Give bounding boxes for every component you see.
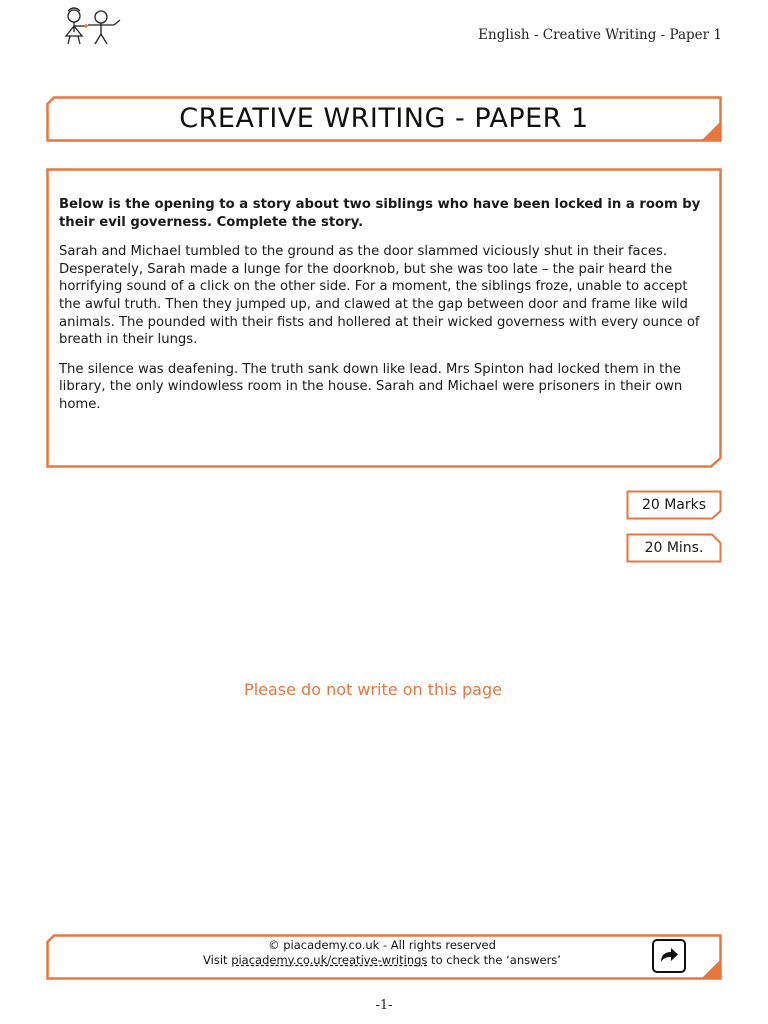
visit-prefix: Visit	[203, 953, 232, 967]
marks-label: 20 Marks	[641, 497, 707, 513]
answers-link[interactable]: piacademy.co.uk/creative-writings	[231, 953, 428, 967]
story-paragraph-1: Sarah and Michael tumbled to the ground as the door slammed viciously shut in their faces. Desperately, Sarah made a lunge for the doorknob, but she was too late – the pair heard the horrifying sound of a click on the other side. For a moment, the siblings froze, unable to accept the awful truth. Then they jumped up, and clawed at the gap between door and frame like wild animals. The pounded with their fists and hollered at their wicked governess with every ounce of breath in their lungs.	[59, 244, 700, 348]
logo	[56, 6, 126, 46]
stick-figures-logo-icon	[56, 6, 126, 46]
do-not-write-notice: Please do not write on this page	[244, 680, 502, 699]
visit-line	[46, 953, 718, 968]
page-title: CREATIVE WRITING - PAPER 1	[179, 103, 589, 134]
minutes-badge	[626, 533, 722, 563]
share-arrow-icon	[654, 941, 684, 971]
title-box	[46, 96, 722, 142]
next-page-button[interactable]	[652, 939, 686, 973]
visit-suffix: to check the ‘answers’	[427, 953, 561, 967]
marks-badge	[626, 490, 722, 520]
story-paragraph-2: The silence was deafening. The truth sank down like lead. Mrs Spinton had locked them in the library, the only windowless room in the house. Sarah and Michael were prisoners in their own home.	[59, 361, 683, 412]
copyright-text: © piacademy.co.uk - All rights reserved	[268, 938, 496, 952]
subject-title: English - Creative Writing - Paper 1	[478, 27, 722, 43]
footer-box	[46, 934, 722, 980]
page-number: -1-	[375, 998, 393, 1013]
minutes-label: 20 Mins.	[644, 540, 704, 556]
prompt-content	[59, 196, 709, 426]
footer-text	[46, 938, 718, 968]
prompt-instruction: Below is the opening to a story about two siblings who have been locked in a room by their evil governess. Complete the story.	[59, 197, 701, 230]
prompt-box	[46, 168, 722, 468]
